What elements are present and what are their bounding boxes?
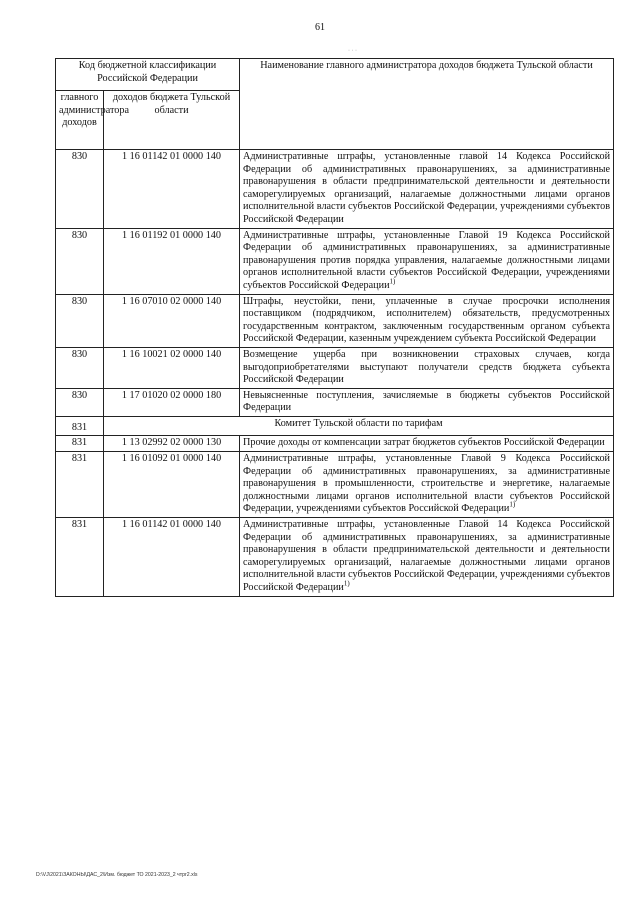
- footnote-marker: 1): [389, 277, 396, 286]
- admin-code-cell: 830: [56, 388, 104, 416]
- admin-code-cell: 831: [56, 436, 104, 452]
- footer-file-path: D:\VJ\2021\ЗАКОНЫ\ДАС_2\Изм. бюджет ТО 2021-2023_2 чтpr2.xls: [36, 872, 198, 878]
- income-name-text: Возмещение ущерба при возникновении страховых случаев, когда выгодоприобретателями выступают получатели средств бюджета субъекта Российской Федерации: [243, 348, 611, 386]
- income-name-text: Штрафы, неустойки, пени, уплаченные в случае просрочки исполнения поставщиком (подрядчиком, исполнителем) обязательств, предусмотренных государственным контрактом, заключенным государственным органом субъекта Российской Федерации, казенным учреждением субъекта Российской Федерации: [243, 295, 611, 345]
- page-number: 61: [315, 22, 325, 33]
- income-code-cell: 1 16 01142 01 0000 140: [104, 150, 240, 229]
- table-row: [56, 228, 614, 294]
- income-code-cell: 1 17 01020 02 0000 180: [104, 388, 240, 416]
- admin-code-cell: 831: [56, 518, 104, 597]
- income-name-cell: [240, 452, 614, 518]
- income-code-cell: 1 16 10021 02 0000 140: [104, 347, 240, 388]
- income-code-cell: 1 16 07010 02 0000 140: [104, 294, 240, 347]
- admin-code-cell: 830: [56, 294, 104, 347]
- committee-admin-code: 831: [56, 416, 104, 436]
- header-admin-column: главного администратора доходов: [56, 91, 104, 150]
- admin-code-cell: 830: [56, 347, 104, 388]
- income-code-cell: 1 13 02992 02 0000 130: [104, 436, 240, 452]
- income-code-cell: 1 16 01092 01 0000 140: [104, 452, 240, 518]
- header-row-top: [56, 59, 614, 91]
- income-name-cell: [240, 388, 614, 416]
- table-row: [56, 518, 614, 597]
- header-name-column: Наименование главного администратора доходов бюджета Тульской области: [240, 59, 614, 150]
- income-name-cell: [240, 150, 614, 229]
- income-name-cell: [240, 228, 614, 294]
- table-row: [56, 347, 614, 388]
- scan-mark: · · ·: [348, 48, 357, 54]
- header-income-column: доходов бюджета Тульской области: [104, 91, 240, 150]
- income-name-text: Административные штрафы, установленные главой 14 Кодекса Российской Федерации об административных правонарушениях, за административные правонарушения в области предпринимательской деятельности и деятельности саморегулируемых организаций, налагаемые должностными лицами органов исполнительной власти субъектов Российской Федерации, учреждениями субъектов Российской Федерации: [243, 151, 611, 225]
- table-row: [56, 294, 614, 347]
- committee-title: Комитет Тульской области по тарифам: [104, 416, 614, 436]
- income-name-text: Административные штрафы, установленные Главой 19 Кодекса Российской Федерации об административных правонарушениях, за административные правонарушения против порядка управления, налагаемые должностными лицами органов исполнительной власти субъектов Российской Федерации, учреждениями субъектов Российской Федерации: [243, 229, 611, 291]
- committee-row: [56, 416, 614, 436]
- table-row: [56, 452, 614, 518]
- header-code-group: Код бюджетной классификации Российской Федерации: [56, 59, 240, 91]
- income-code-cell: 1 16 01142 01 0000 140: [104, 518, 240, 597]
- admin-code-cell: 830: [56, 150, 104, 229]
- income-name-cell: [240, 518, 614, 597]
- table-row: [56, 436, 614, 452]
- income-name-text: Административные штрафы, установленные Главой 9 Кодекса Российской Федерации об административных правонарушениях, за административные правонарушения в промышленности, строительстве и энергетике, налагаемые должностными лицами органов исполнительной власти субъектов Российской Федерации, учреждениями субъектов Российской Федерации: [243, 453, 611, 515]
- admin-code-cell: 830: [56, 228, 104, 294]
- table-row: [56, 388, 614, 416]
- income-code-cell: 1 16 01192 01 0000 140: [104, 228, 240, 294]
- budget-classification-table: [55, 58, 614, 597]
- income-name-text: Прочие доходы от компенсации затрат бюджетов субъектов Российской Федерации: [243, 437, 605, 449]
- income-name-text: Административные штрафы, установленные Главой 14 Кодекса Российской Федерации об административных правонарушениях, за административные правонарушения в области предпринимательской деятельности и деятельности саморегулируемых организаций, налагаемые должностными лицами органов исполнительной власти субъектов Российской Федерации, учреждениями субъектов Российской Федерации: [243, 519, 611, 593]
- table-row: [56, 150, 614, 229]
- footnote-marker: 1): [343, 579, 350, 588]
- admin-code-cell: 831: [56, 452, 104, 518]
- income-name-cell: [240, 294, 614, 347]
- footnote-marker: 1): [509, 501, 516, 510]
- income-name-cell: [240, 436, 614, 452]
- income-name-text: Невыясненные поступления, зачисляемые в бюджеты субъектов Российской Федерации: [243, 389, 611, 414]
- income-name-cell: [240, 347, 614, 388]
